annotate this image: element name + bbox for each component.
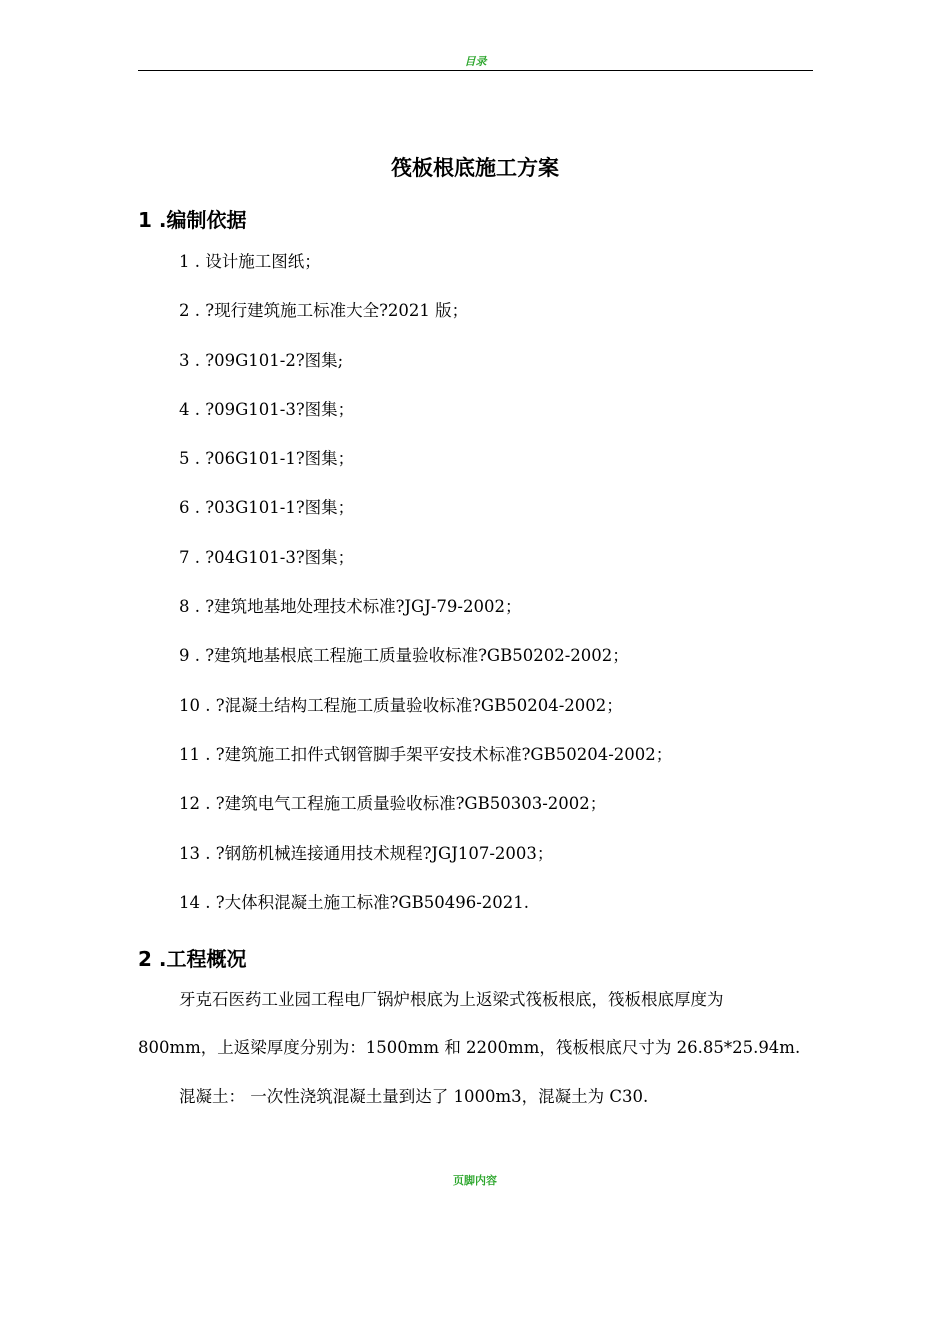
list-item: 7 . ?04G101-3?图集；	[179, 547, 355, 567]
list-item: 4 . ?09G101-3?图集；	[179, 399, 355, 419]
document-title: 筏板根底施工方案	[391, 156, 559, 180]
list-item: 10 . ?混凝土结构工程施工质量验收标准?GB50204-2002；	[179, 695, 623, 715]
list-item: 6 . ?03G101-1?图集；	[179, 498, 355, 518]
basis-list	[179, 250, 672, 940]
section-heading-basis: 1 .编制依据	[138, 208, 247, 232]
section-heading-overview: 2 .工程概况	[138, 947, 247, 971]
overview-paragraph-line1: 牙克石医药工业园工程电厂锅炉根底为上返梁式筏板根底，筏板根底厚度为	[179, 990, 724, 1009]
list-item: 1 . 设计施工图纸；	[179, 252, 321, 271]
list-item: 2 . ?现行建筑施工标准大全?2021 版；	[179, 301, 469, 321]
list-item: 5 . ?06G101-1?图集；	[179, 449, 355, 469]
overview-paragraph-line2: 800mm，上返梁厚度分别为：1500mm 和 2200mm，筏板根底尺寸为 26.85*25.94m.	[138, 1038, 801, 1057]
page-footer: 页脚内容	[453, 1174, 497, 1187]
list-item: 3 . ?09G101-2?图集;	[179, 350, 344, 370]
list-item: 13 . ?钢筋机械连接通用技术规程?JGJ107-2003；	[179, 843, 554, 863]
list-item: 9 . ?建筑地基根底工程施工质量验收标准?GB50202-2002；	[179, 646, 629, 666]
list-item: 12 . ?建筑电气工程施工质量验收标准?GB50303-2002；	[179, 794, 607, 814]
concrete-paragraph: 混凝土： 一次性浇筑混凝土量到达了 1000m3，混凝土为 C30.	[179, 1087, 649, 1106]
list-item: 11 . ?建筑施工扣件式钢管脚手架平安技术标准?GB50204-2002；	[179, 744, 673, 764]
page-header: 目录	[138, 54, 813, 71]
list-item: 8 . ?建筑地基地处理技术标准?JGJ-79-2002；	[179, 597, 522, 617]
list-item: 14 . ?大体积混凝土施工标准?GB50496-2021.	[179, 892, 530, 912]
